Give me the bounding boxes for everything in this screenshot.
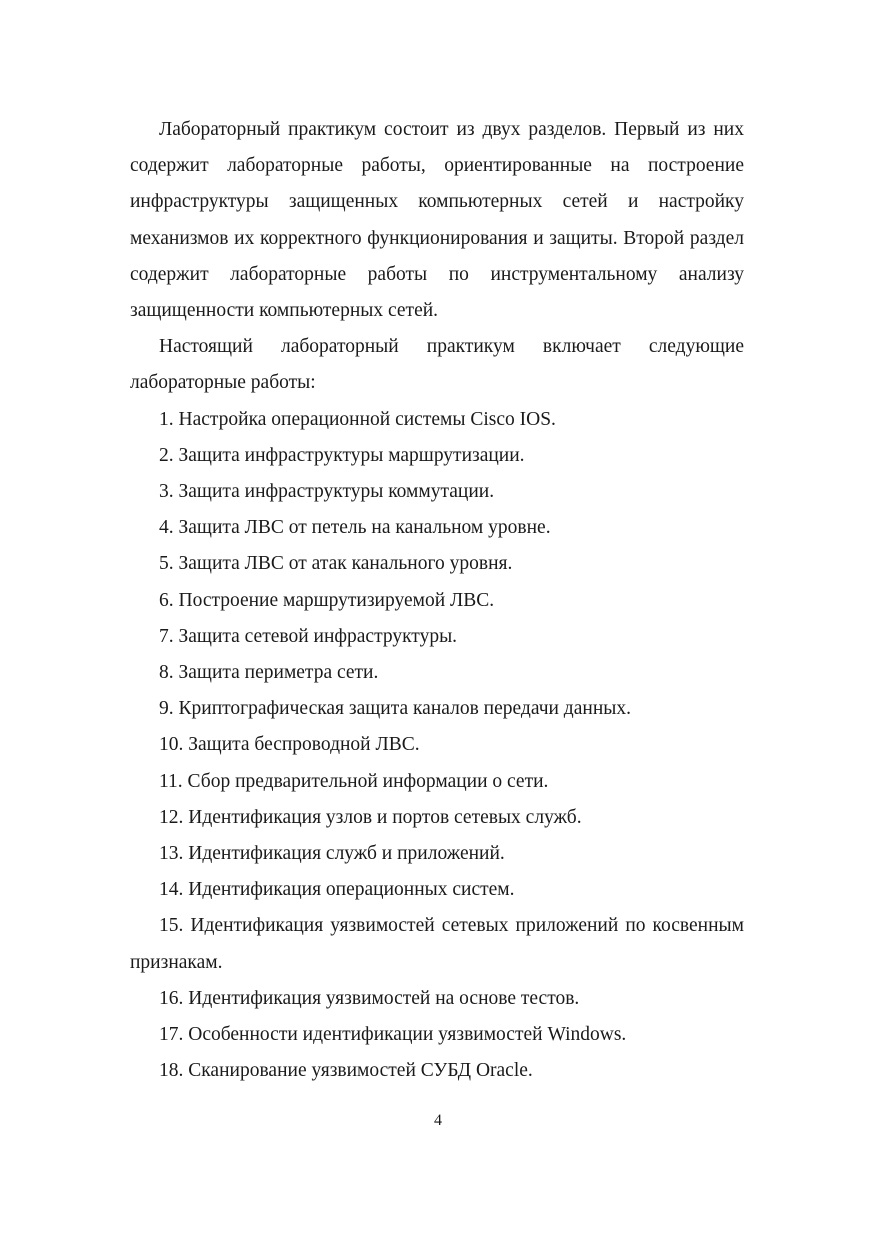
list-item: 17. Особенности идентификации уязвимостей Windows. [159, 1024, 627, 1046]
list-item: 9. Криптографическая защита каналов передачи данных. [159, 698, 631, 720]
list-item: 10. Защита беспроводной ЛВС. [159, 734, 420, 756]
list-item: 8. Защита периметра сети. [159, 662, 379, 684]
list-item: 16. Идентификация уязвимостей на основе тестов. [159, 987, 580, 1009]
list-item: 15. Идентификация уязвимостей сетевых приложений по косвенным признакам. [130, 915, 744, 973]
list-item: 5. Защита ЛВС от атак канального уровня. [159, 553, 513, 575]
page-body [130, 112, 744, 1089]
page-number: 4 [434, 1112, 442, 1129]
list-item: 11. Сбор предварительной информации о сети. [159, 770, 549, 792]
list-intro-paragraph: Настоящий лабораторный практикум включает следующие лабораторные работы: [130, 336, 744, 394]
list-item: 1. Настройка операционной системы Cisco IOS. [159, 408, 556, 430]
list-item: 2. Защита инфраструктуры маршрутизации. [159, 444, 525, 466]
list-item: 14. Идентификация операционных систем. [159, 879, 515, 901]
list-item: 12. Идентификация узлов и портов сетевых служб. [159, 806, 582, 828]
list-item: 6. Построение маршрутизируемой ЛВС. [159, 589, 495, 611]
intro-paragraph: Лабораторный практикум состоит из двух разделов. Первый из них содержит лабораторные работы, ориентированные на построение инфраструктуры защищенных компьютерных сетей и настройку механизмов их корректного функционирования и защиты. Второй раздел содержит лабораторные работы по инструментальному анализу защищенности компьютерных сетей. [130, 119, 744, 322]
lab-list [130, 402, 744, 1090]
list-item: 18. Сканирование уязвимостей СУБД Oracle. [159, 1060, 533, 1082]
list-item: 4. Защита ЛВС от петель на канальном уровне. [159, 517, 551, 539]
list-item: 13. Идентификация служб и приложений. [159, 843, 505, 865]
list-item: 7. Защита сетевой инфраструктуры. [159, 625, 458, 647]
list-item: 3. Защита инфраструктуры коммутации. [159, 481, 495, 503]
